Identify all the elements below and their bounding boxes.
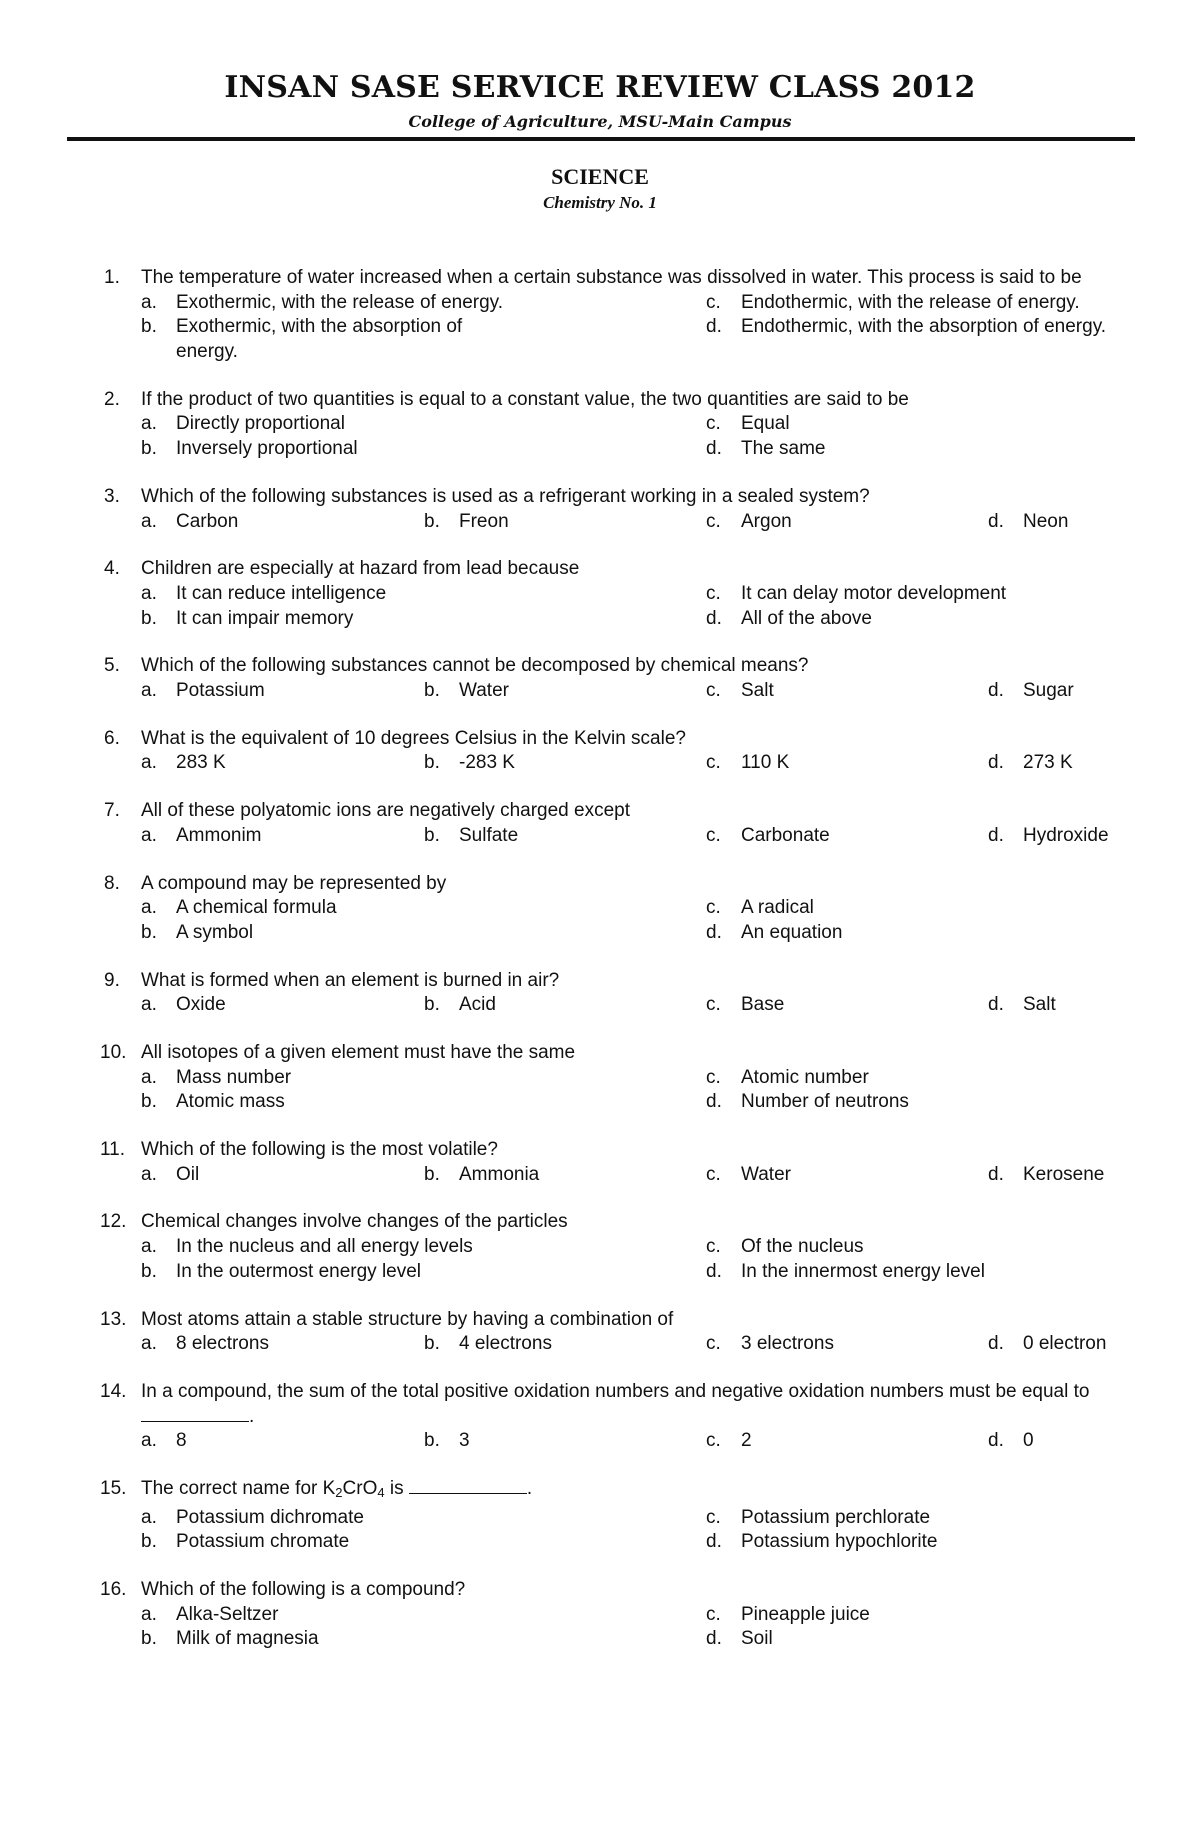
question-text: All isotopes of a given element must have the same [141, 1041, 576, 1063]
question-number: 7. [104, 800, 120, 822]
option-text: Freon [459, 510, 509, 532]
option-text: A chemical formula [176, 897, 337, 919]
question-number: 3. [104, 485, 120, 507]
option-letter: c. [706, 1066, 721, 1088]
question-text-content: In a compound, the sum of the total positive oxidation numbers and negative oxidation numbers must be equal to [141, 1380, 1090, 1402]
option-letter: a. [141, 1236, 157, 1258]
question-number: 15. [100, 1478, 127, 1499]
option-text: Sugar [1023, 680, 1074, 702]
option-text: Ammonim [176, 824, 262, 846]
option-letter: b. [424, 1430, 440, 1452]
option-text: Neon [1023, 510, 1069, 532]
question-text: The temperature of water increased when a certain substance was dissolved in water. This process is said to be [141, 267, 1082, 288]
question-text: Children are especially at hazard from lead because [141, 558, 580, 580]
option-text: Base [741, 994, 785, 1016]
option-text: Endothermic, with the absorption of energy. [741, 316, 1107, 338]
question-2 [0, 388, 1200, 462]
question-text-start: The correct name for K [141, 1478, 336, 1499]
option-text: In the innermost energy level [741, 1260, 985, 1282]
option-letter: a. [141, 1603, 157, 1625]
option-text: 2 [741, 1430, 752, 1452]
option-letter: c. [706, 680, 721, 702]
option-letter: d. [988, 752, 1004, 774]
section-subject: SCIENCE [551, 164, 649, 189]
option-letter: c. [706, 291, 721, 313]
option-letter: a. [141, 1163, 157, 1185]
question-number: 16. [100, 1579, 127, 1601]
option-text: The same [741, 438, 826, 460]
option-letter: a. [141, 752, 157, 774]
option-letter: d. [988, 824, 1004, 846]
question-text: What is formed when an element is burned in air? [141, 969, 560, 991]
section-subtopic: Chemistry No. 1 [543, 193, 657, 212]
option-letter: c. [706, 1603, 721, 1625]
options [0, 1603, 1200, 1652]
option-letter: b. [141, 316, 157, 338]
question-3 [0, 485, 1200, 534]
options [0, 1429, 1200, 1454]
answer-blank [409, 1479, 527, 1494]
option-text: Salt [741, 680, 774, 702]
question-text: If the product of two quantities is equal to a constant value, the two quantities are said to be [141, 388, 909, 410]
question-text: Which of the following is a compound? [141, 1579, 466, 1601]
option-text: Hydroxide [1023, 824, 1109, 846]
option-letter: a. [141, 994, 157, 1016]
option-letter: c. [706, 752, 721, 774]
option-text: It can reduce intelligence [176, 582, 387, 604]
option-text: Potassium [176, 680, 265, 702]
option-text: Inversely proportional [176, 438, 358, 460]
question-text: The correct name for $K_2CrO_4$ is . [141, 1478, 533, 1500]
option-text: 8 [176, 1430, 187, 1452]
option-text: Exothermic, with the release of energy. [176, 291, 504, 313]
option-letter: d. [706, 1531, 722, 1553]
option-letter: b. [424, 824, 440, 846]
options [0, 291, 1200, 365]
option-text: Potassium perchlorate [741, 1506, 931, 1528]
option-text: Atomic number [741, 1066, 869, 1088]
option-text: 3 [459, 1430, 470, 1452]
option-letter: b. [424, 1333, 440, 1355]
options [0, 679, 1200, 704]
option-letter: d. [706, 316, 722, 338]
question-10 [0, 1041, 1200, 1115]
answer-blank [141, 1407, 249, 1422]
option-text: Number of neutrons [741, 1091, 909, 1113]
option-text: Oxide [176, 994, 226, 1016]
option-text: 0 [1023, 1430, 1034, 1452]
option-letter: b. [141, 438, 157, 460]
question-text: Chemical changes involve changes of the particles [141, 1211, 568, 1233]
option-letter: d. [988, 510, 1004, 532]
option-text: Alka-Seltzer [176, 1603, 279, 1625]
question-text: Which of the following substances is used as a refrigerant working in a sealed system? [141, 485, 870, 507]
question-text: Most atoms attain a stable structure by having a combination of [141, 1308, 674, 1330]
question-text: Which of the following substances cannot be decomposed by chemical means? [141, 655, 809, 677]
question-number: 13. [100, 1308, 127, 1330]
question-6 [0, 727, 1200, 776]
option-text: It can delay motor development [741, 582, 1007, 604]
option-text: Acid [459, 994, 496, 1016]
option-letter: d. [988, 680, 1004, 702]
formula-part: CrO [342, 1478, 378, 1499]
option-letter: b. [141, 1260, 157, 1282]
question-8 [0, 872, 1200, 946]
question-7 [0, 799, 1200, 848]
option-text: Atomic mass [176, 1091, 285, 1113]
option-letter: d. [706, 607, 722, 629]
options [0, 993, 1200, 1018]
option-letter: b. [141, 607, 157, 629]
question-9 [0, 969, 1200, 1018]
option-letter: b. [424, 994, 440, 1016]
option-text: 8 electrons [176, 1333, 269, 1355]
header-divider [67, 137, 1135, 141]
formula-subscript: 2 [335, 1485, 343, 1500]
option-letter: b. [141, 1091, 157, 1113]
question-text: All of these polyatomic ions are negatively charged except [141, 800, 630, 822]
option-text: Equal [741, 413, 790, 435]
option-text: Milk of magnesia [176, 1628, 319, 1650]
option-letter: c. [706, 1163, 721, 1185]
option-text: Soil [741, 1628, 773, 1650]
question-12 [0, 1210, 1200, 1284]
option-text: Pineapple juice [741, 1603, 870, 1625]
option-text: Carbon [176, 510, 239, 532]
option-text: It can impair memory [176, 607, 354, 629]
option-letter: b. [424, 510, 440, 532]
formula-subscript: 4 [377, 1485, 385, 1500]
option-letter: c. [706, 994, 721, 1016]
option-letter: a. [141, 1066, 157, 1088]
option-letter: c. [706, 897, 721, 919]
option-letter: b. [424, 1163, 440, 1185]
question-15 [0, 1477, 1200, 1555]
option-letter: d. [706, 1091, 722, 1113]
option-text: Oil [176, 1163, 200, 1185]
question-number: 11. [100, 1139, 126, 1161]
question-5 [0, 654, 1200, 703]
option-letter: a. [141, 1506, 157, 1528]
options [0, 1163, 1200, 1188]
option-text: Endothermic, with the release of energy. [741, 291, 1080, 313]
question-list [0, 266, 1200, 1675]
question-number: 4. [104, 558, 120, 580]
document-subtitle: College of Agriculture, MSU-Main Campus [408, 112, 792, 131]
document-title: INSAN SASE SERVICE REVIEW CLASS 2012 [224, 70, 976, 105]
option-text: In the nucleus and all energy levels [176, 1236, 473, 1258]
question-14 [0, 1380, 1200, 1454]
question-text: A compound may be represented by [141, 872, 447, 894]
option-text: Sulfate [459, 824, 519, 846]
option-text: A symbol [176, 921, 254, 943]
option-text: All of the above [741, 607, 872, 629]
option-letter: a. [141, 582, 157, 604]
option-text: Of the nucleus [741, 1236, 864, 1258]
option-text: Salt [1023, 994, 1056, 1016]
question-number: 2. [104, 388, 120, 410]
option-letter: c. [706, 510, 721, 532]
option-text: 0 electron [1023, 1333, 1107, 1355]
option-text: A radical [741, 897, 814, 919]
question-13 [0, 1308, 1200, 1357]
question-text-end: is [384, 1478, 404, 1499]
option-letter: c. [706, 1236, 721, 1258]
option-letter: c. [706, 413, 721, 435]
options [0, 751, 1200, 776]
option-text: 110 K [741, 752, 790, 774]
options [0, 1235, 1200, 1284]
option-text: Argon [741, 510, 792, 532]
option-text: 273 K [1023, 752, 1073, 774]
option-letter: d. [988, 994, 1004, 1016]
options [0, 1506, 1200, 1555]
option-letter: b. [424, 752, 440, 774]
option-letter: b. [424, 680, 440, 702]
question-number: 5. [104, 655, 120, 677]
option-text: 3 electrons [741, 1333, 834, 1355]
options [0, 582, 1200, 631]
option-letter: d. [706, 1628, 722, 1650]
option-letter: d. [706, 921, 722, 943]
question-4 [0, 557, 1200, 631]
option-letter: b. [141, 1628, 157, 1650]
options [0, 510, 1200, 535]
option-letter: a. [141, 680, 157, 702]
option-text: Potassium dichromate [176, 1506, 364, 1528]
option-letter: c. [706, 1506, 721, 1528]
option-letter: c. [706, 582, 721, 604]
option-letter: c. [706, 1430, 721, 1452]
question-11 [0, 1138, 1200, 1187]
option-letter: b. [141, 1531, 157, 1553]
option-letter: c. [706, 824, 721, 846]
option-letter: a. [141, 897, 157, 919]
option-text: Potassium chromate [176, 1531, 350, 1553]
question-number: 1. [104, 267, 120, 288]
question-16 [0, 1578, 1200, 1652]
option-text: Ammonia [459, 1163, 540, 1185]
option-text: 283 K [176, 752, 226, 774]
option-letter: d. [988, 1430, 1004, 1452]
option-text: Kerosene [1023, 1163, 1105, 1185]
question-text: What is the equivalent of 10 degrees Celsius in the Kelvin scale? [141, 727, 686, 749]
option-letter: a. [141, 413, 157, 435]
options [0, 1066, 1200, 1115]
option-text: Water [459, 680, 509, 702]
option-text: Water [741, 1163, 791, 1185]
option-letter: a. [141, 291, 157, 313]
options [0, 412, 1200, 461]
question-number: 12. [100, 1211, 127, 1233]
options [0, 824, 1200, 849]
option-text: Exothermic, with the absorption of energy. [176, 316, 463, 363]
question-1 [0, 266, 1200, 365]
question-number: 6. [104, 727, 120, 749]
option-letter: a. [141, 824, 157, 846]
option-text: -283 K [459, 752, 515, 774]
option-letter: d. [988, 1163, 1004, 1185]
option-letter: d. [706, 1260, 722, 1282]
option-letter: a. [141, 1333, 157, 1355]
option-letter: c. [706, 1333, 721, 1355]
question-text: In a compound, the sum of the total positive oxidation numbers and negative oxidation numbers must be equal to . [141, 1380, 1090, 1427]
option-text: Potassium hypochlorite [741, 1531, 938, 1553]
options [0, 896, 1200, 945]
question-number: 8. [104, 872, 120, 894]
option-text: 4 electrons [459, 1333, 552, 1355]
option-text: Directly proportional [176, 413, 345, 435]
option-text: In the outermost energy level [176, 1260, 422, 1282]
option-letter: b. [141, 921, 157, 943]
option-letter: a. [141, 510, 157, 532]
question-number: 14. [100, 1380, 127, 1402]
option-letter: d. [706, 438, 722, 460]
option-text: Carbonate [741, 824, 830, 846]
options [0, 1332, 1200, 1357]
question-number: 9. [104, 969, 120, 991]
option-letter: d. [988, 1333, 1004, 1355]
option-letter: a. [141, 1430, 157, 1452]
question-text: Which of the following is the most volatile? [141, 1139, 498, 1161]
option-text: Mass number [176, 1066, 292, 1088]
option-text: An equation [741, 921, 843, 943]
question-number: 10. [100, 1041, 127, 1063]
